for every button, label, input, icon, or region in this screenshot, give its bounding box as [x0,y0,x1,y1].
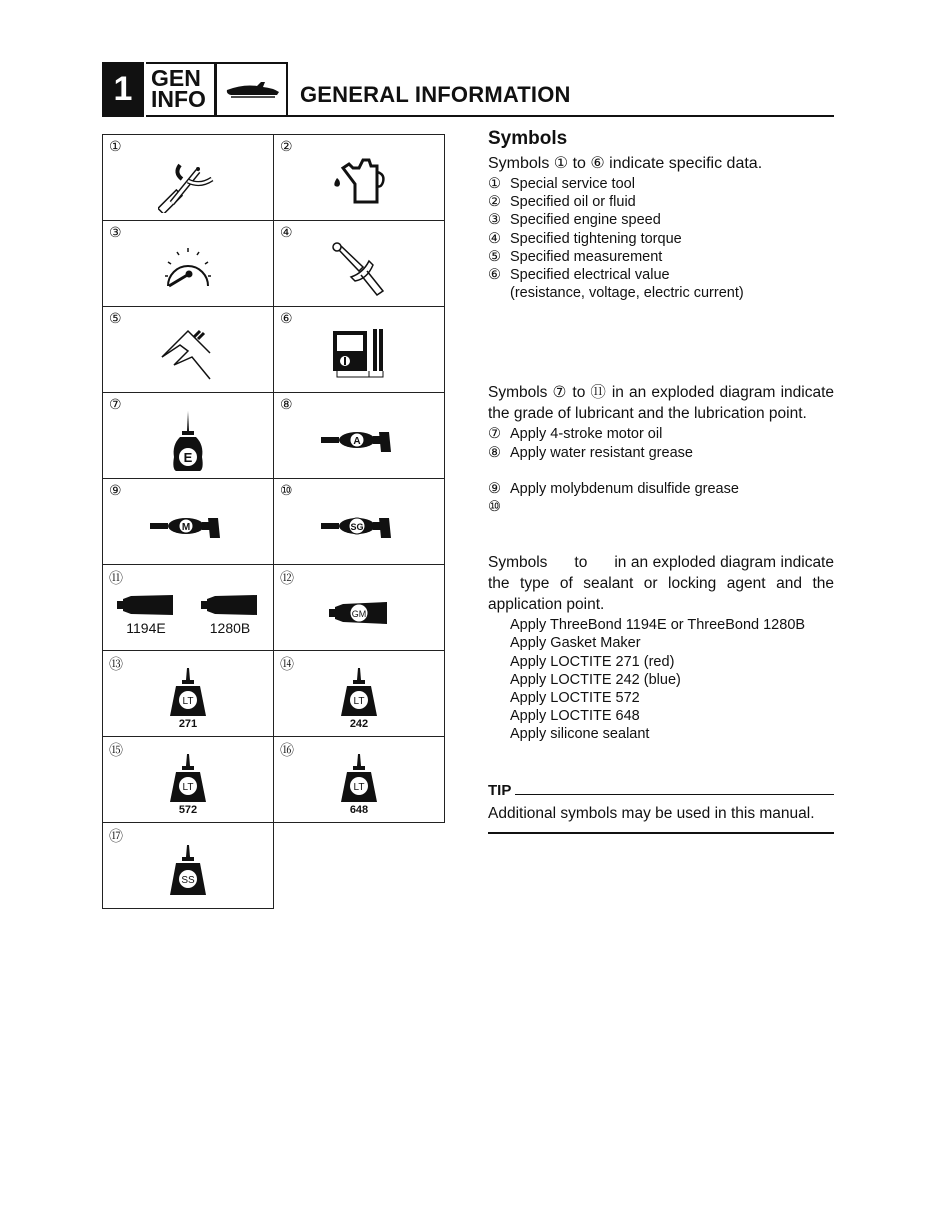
symbols-section [488,128,839,744]
header-rule [288,115,834,117]
symbol-cell-16 [274,737,445,823]
tip-bottom-rule [488,832,834,834]
list-item: (resistance, voltage, electric current) [510,285,744,302]
symbol-number: ④ [280,224,293,240]
torque-wrench-icon [329,239,389,299]
symbols-list-1 [488,175,834,302]
symbols-list-2 [488,425,834,516]
grease-gun-icon [319,512,399,542]
list-item: ⑥ Specified electrical value [488,267,670,284]
symbol-cell-13 [103,651,274,737]
svg-text:A: A [353,435,361,447]
symbol-number: ⑨ [109,482,122,498]
list-item [488,462,834,480]
symbol-number: ⑩ [280,482,293,498]
locktite-bottle-icon [339,668,379,718]
svg-text:E: E [183,449,193,465]
tachometer-icon [163,246,213,291]
symbol-cell-8 [274,393,445,479]
symbol-number: ⑪ [109,570,123,586]
section-heading: Symbols [488,128,568,149]
list-item: Apply ThreeBond 1194E or ThreeBond 1280B [510,617,806,634]
sealant-tube-icon [201,595,259,615]
list-item: ⑦ Apply 4-stroke motor oil [488,426,663,443]
tip-label: TIP [488,782,512,799]
symbol-number: ⑫ [280,570,294,586]
watercraft-icon [223,78,281,102]
list-item: Apply Gasket Maker [510,635,641,652]
symbols-list-3 [488,616,834,743]
oil-bottle-icon [168,409,208,473]
symbols-intro-2: Symbols ⑦ to ⑪ in an exploded diagram indicate the grade of lubricant and the lubrication point. [488,384,834,423]
list-item: ① Special service tool [488,176,635,192]
symbol-number: ③ [109,224,122,240]
list-item: Apply LOCTITE 572 [510,690,640,707]
svg-text:LT: LT [353,695,365,707]
grease-gun-icon [319,426,399,456]
list-item: Apply LOCTITE 242 (blue) [510,671,681,688]
symbol-cell-2 [274,135,445,221]
multimeter-icon [329,327,389,382]
symbols-intro-1: Symbols ① to ⑥ indicate specific data. [488,155,763,172]
bottle-label: 242 [349,717,369,730]
locktite-bottle-icon [168,754,208,804]
list-item: Apply LOCTITE 648 [510,708,640,725]
symbol-number: ⑬ [109,656,123,672]
sealant-tube-icon [117,595,175,615]
chapter-abbrev-line1: GEN [151,65,201,91]
svg-text:SS: SS [181,874,195,886]
symbol-number: ⑮ [109,742,123,758]
sealant-tube-icon [329,601,389,625]
symbol-cell-1 [103,135,274,221]
svg-text:LT: LT [353,781,365,793]
symbol-cell-7 [103,393,274,479]
symbol-number: ⑧ [280,396,293,412]
list-item: ⑤ Specified measurement [488,248,663,265]
chapter-number: 1 [102,62,144,117]
caliper-icon [158,327,218,382]
symbol-cell-14 [274,651,445,737]
symbol-cell-3 [103,221,274,307]
symbol-cell-6 [274,307,445,393]
svg-text:LT: LT [182,781,194,793]
symbol-cell-17 [103,823,274,909]
oil-can-icon [329,158,389,208]
symbol-number: ⑤ [109,310,122,326]
symbol-number: ⑰ [109,828,123,844]
chapter-abbrev-line2: INFO [151,86,206,112]
svg-text:M: M [181,521,191,533]
symbol-number: ⑥ [280,310,293,326]
tube-label: 1280B [209,620,251,636]
symbol-number: ① [109,138,122,154]
symbol-cell-9 [103,479,274,565]
grease-gun-icon [148,512,228,542]
list-item: ④ Specified tightening torque [488,230,682,247]
page-title: GENERAL INFORMATION [300,82,571,107]
svg-text:SG: SG [350,521,364,532]
symbol-cell-5 [103,307,274,393]
list-item: ⑩ [488,499,501,516]
symbol-number: ⑭ [280,656,294,672]
symbols-intro-3: Symbols to in an exploded diagram indicate the type of sealant or locking agent and the application point. [488,554,839,614]
svg-text:LT: LT [182,695,194,707]
symbol-cell-12 [274,565,445,651]
list-item: ⑧ Apply water resistant grease [488,444,693,461]
sealant-bottle-icon [168,845,208,897]
symbol-number: ⑦ [109,396,122,412]
symbol-grid [102,134,445,909]
bottle-label: 271 [178,717,198,730]
symbol-cell-11 [103,565,274,651]
tip-text: Additional symbols may be used in this manual. [488,805,815,822]
tip-divider [515,794,834,796]
locktite-bottle-icon [339,754,379,804]
list-item: ③ Specified engine speed [488,212,661,229]
locktite-bottle-icon [168,668,208,718]
chapter-abbrev [146,62,216,117]
list-item: Apply LOCTITE 271 (red) [510,653,675,670]
tube-label: 1194E [126,620,166,636]
list-item: Apply silicone sealant [510,726,650,743]
symbol-number: ② [280,138,293,154]
bottle-label: 572 [178,803,198,816]
list-item: ② Specified oil or fluid [488,194,636,211]
list-item: ⑨ Apply molybdenum disulfide grease [488,480,739,497]
bottle-label: 648 [349,803,369,816]
symbol-cell-15 [103,737,274,823]
tip-box [488,782,834,834]
symbol-number: ⑯ [280,742,294,758]
symbol-cell-10 [274,479,445,565]
symbol-cell-4 [274,221,445,307]
svg-text:GM: GM [351,608,367,619]
empty-cell [274,823,445,909]
special-service-tool-icon [158,153,218,213]
chapter-icon-box [216,62,288,117]
